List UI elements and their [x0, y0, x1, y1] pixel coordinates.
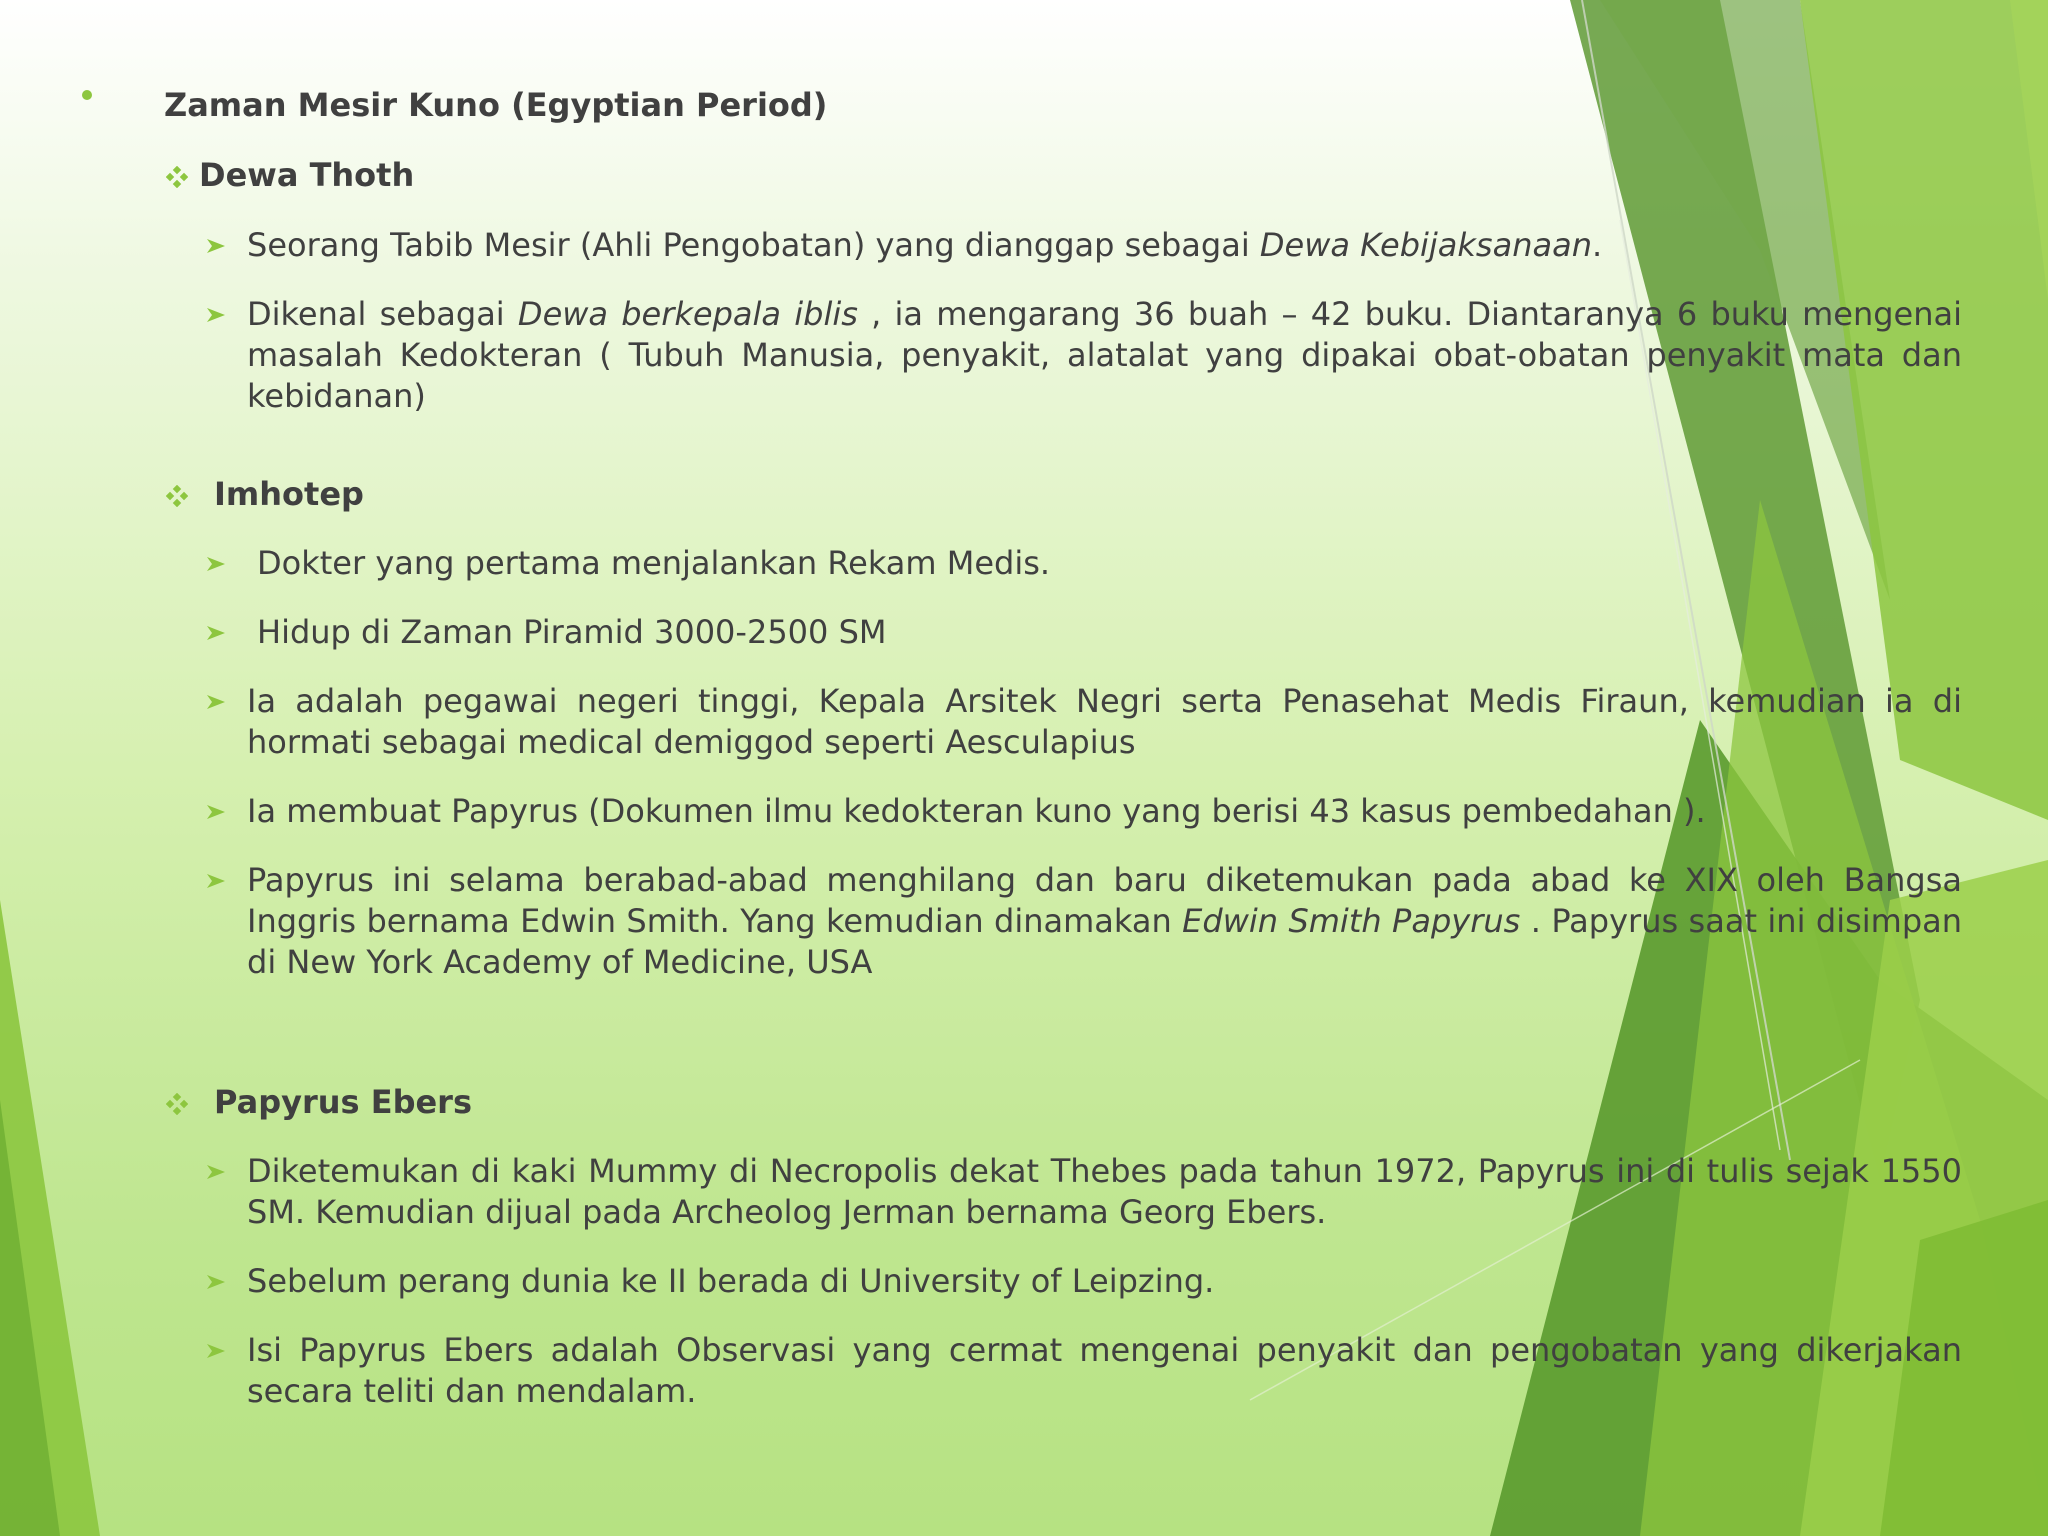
arrow-bullet-icon — [206, 692, 226, 712]
imhotep-bullet-1: Dokter yang pertama menjalankan Rekam Medis. — [257, 544, 1051, 582]
section-title-egypt: Zaman Mesir Kuno (Egyptian Period) — [164, 86, 828, 124]
imhotep-bullet-3: Ia adalah pegawai negeri tinggi, Kepala Arsitek Negri serta Penasehat Medis Firaun, kemudian ia di hormati sebagai medical demiggod seperti Aesculapius — [247, 682, 1962, 761]
arrow-bullet-icon — [206, 1162, 226, 1182]
diamond-bullet-icon — [166, 166, 188, 188]
arrow-bullet-icon — [206, 1341, 226, 1361]
subsection-title-ebers: Papyrus Ebers — [214, 1083, 472, 1121]
thoth-bullet-1: Seorang Tabib Mesir (Ahli Pengobatan) yang dianggap sebagai Dewa Kebijaksanaan. — [247, 226, 1603, 264]
imhotep-bullet-4: Ia membuat Papyrus (Dokumen ilmu kedokteran kuno yang berisi 43 kasus pembedahan ). — [247, 792, 1706, 830]
subsection-title-thoth: Dewa Thoth — [199, 156, 415, 194]
arrow-bullet-icon — [206, 802, 226, 822]
arrow-bullet-icon — [206, 871, 226, 891]
diamond-bullet-icon — [166, 1093, 188, 1115]
arrow-bullet-icon — [206, 1272, 226, 1292]
arrow-bullet-icon — [206, 623, 226, 643]
arrow-bullet-icon — [206, 554, 226, 574]
subsection-title-imhotep: Imhotep — [214, 475, 364, 513]
ebers-bullet-2: Sebelum perang dunia ke II berada di University of Leipzing. — [247, 1262, 1215, 1300]
bullet-dot-icon — [82, 90, 92, 100]
ebers-bullet-3: Isi Papyrus Ebers adalah Observasi yang cermat mengenai penyakit dan pengobatan yang dikerjakan secara teliti dan mendalam. — [247, 1331, 1962, 1410]
arrow-bullet-icon — [206, 236, 226, 256]
imhotep-bullet-2: Hidup di Zaman Piramid 3000-2500 SM — [257, 613, 887, 651]
ebers-bullet-1: Diketemukan di kaki Mummy di Necropolis dekat Thebes pada tahun 1972, Papyrus ini di tulis sejak 1550 SM. Kemudian dijual pada Archeolog Jerman bernama Georg Ebers. — [247, 1152, 1962, 1231]
diamond-bullet-icon — [166, 485, 188, 507]
arrow-bullet-icon — [206, 305, 226, 325]
thoth-bullet-2: Dikenal sebagai Dewa berkepala iblis , ia mengarang 36 buah – 42 buku. Diantaranya 6 buku mengenai masalah Kedokteran ( Tubuh Manusia, penyakit, alatalat yang dipakai obat-obatan penyakit mata dan kebidanan) — [247, 295, 1963, 415]
imhotep-bullet-5: Papyrus ini selama berabad-abad menghilang dan baru diketemukan pada abad ke XIX oleh Bangsa Inggris bernama Edwin Smith. Yang kemudian dinamakan Edwin Smith Papyrus . Papyrus saat ini disimpan di New York Academy of Medicine, USA — [247, 861, 1963, 981]
